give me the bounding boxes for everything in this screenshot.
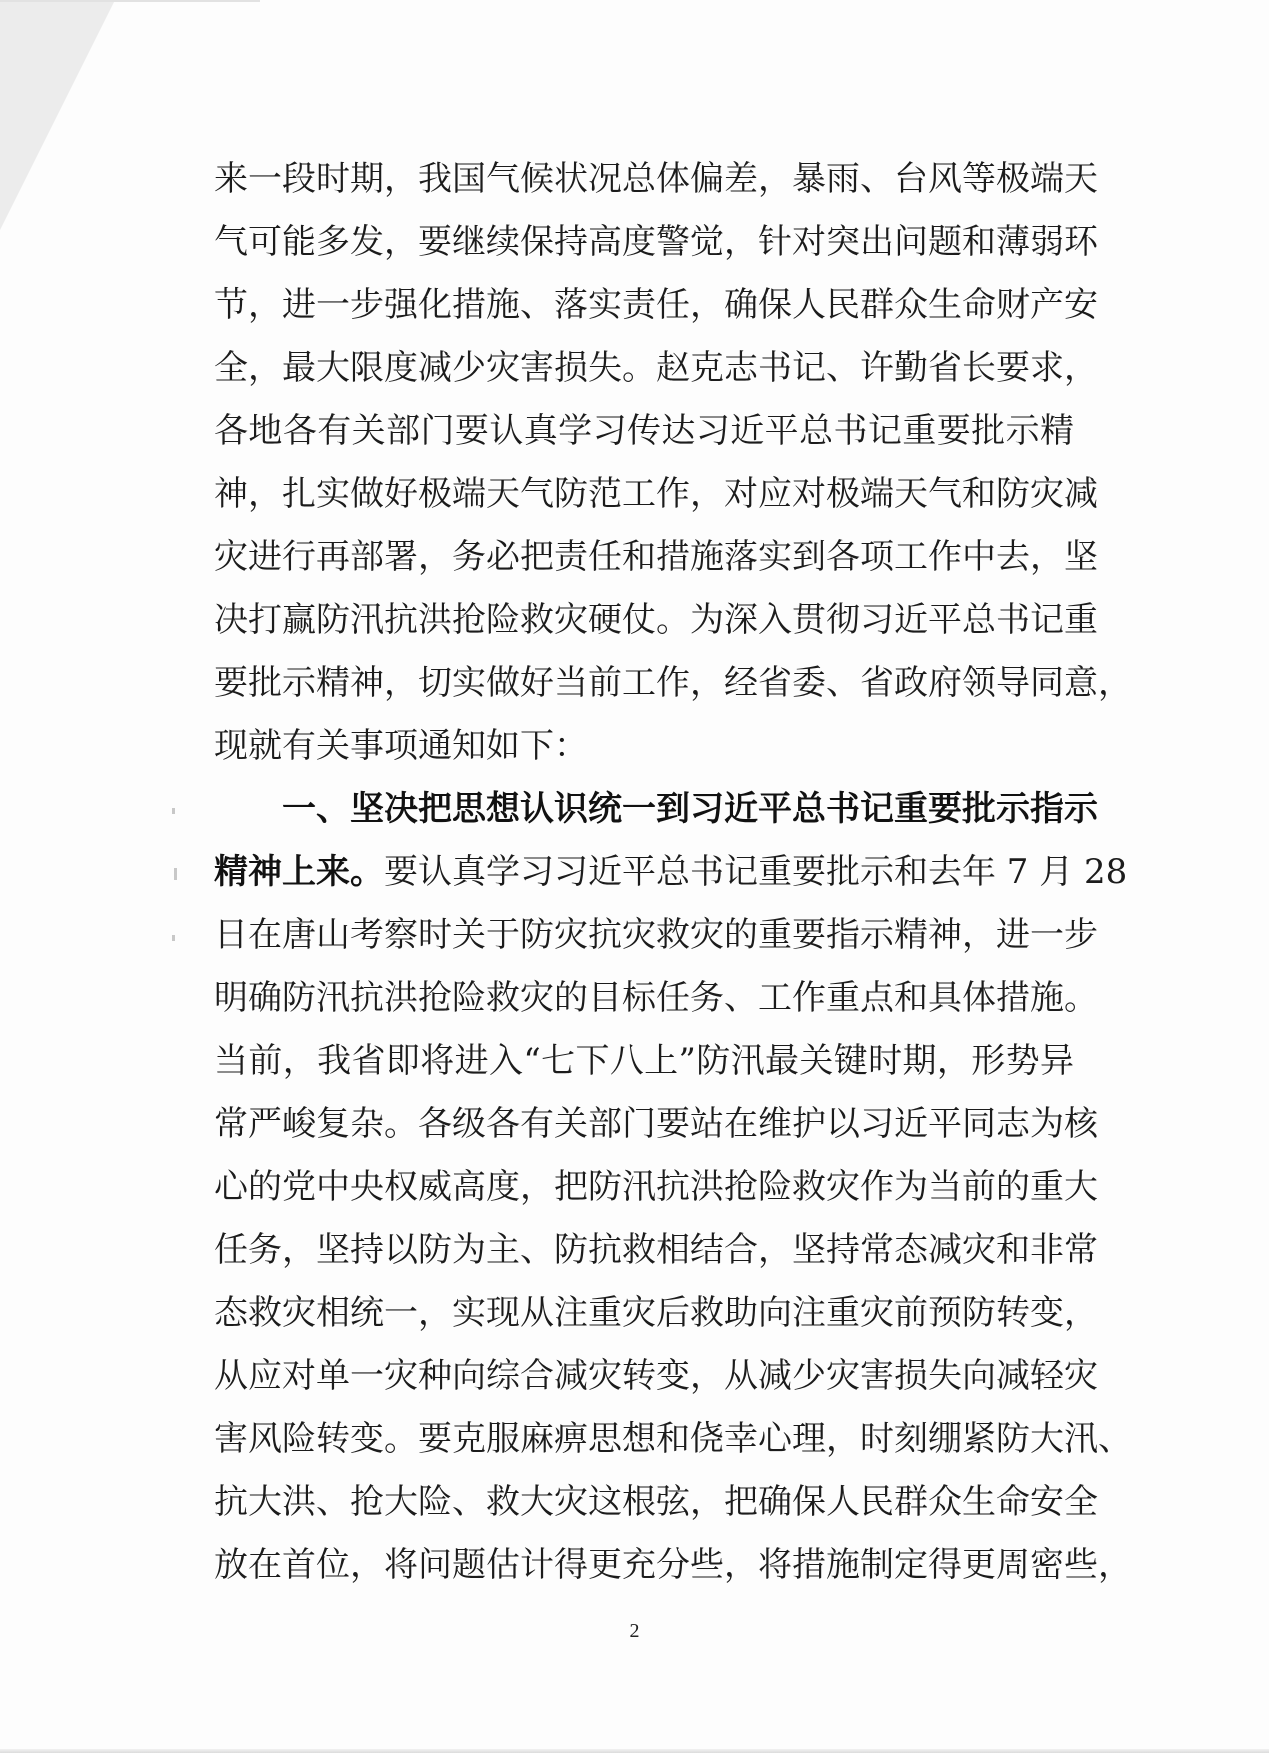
scan-speck: [174, 868, 177, 880]
text-line: [214, 1219, 1098, 1282]
text-line: [214, 463, 1098, 526]
text-line: [214, 337, 1098, 400]
line-text: 从应对单一灾种向综合减灾转变，从减少灾害损失向减轻灾: [214, 1356, 1098, 1396]
page-bottom-edge: [0, 1749, 1269, 1753]
line-text: 全，最大限度减少灾害损失。赵克志书记、许勤省长要求，: [214, 348, 1098, 388]
text-line: [214, 1156, 1098, 1219]
text-line: [214, 589, 1098, 652]
line-text: 现就有关事项通知如下：: [214, 726, 588, 766]
document-body: [214, 148, 1132, 1597]
section-heading-tail: 精神上来。: [214, 852, 384, 892]
folded-corner: [0, 0, 115, 230]
line-text: 当前，我省即将进入“七下八上”防汛最关键时期，形势异: [214, 1041, 1074, 1081]
line-text: 任务，坚持以防为主、防抗救相结合，坚持常态减灾和非常: [214, 1230, 1098, 1270]
line-text: 要批示精神，切实做好当前工作，经省委、省政府领导同意，: [214, 663, 1132, 703]
scan-speck: [172, 935, 175, 941]
text-line: [214, 1534, 1132, 1597]
text-line: [214, 1030, 1074, 1093]
text-line: [214, 526, 1098, 589]
text-line: [214, 715, 1074, 778]
text-line: [214, 841, 1128, 904]
line-text: 害风险转变。要克服麻痹思想和侥幸心理，时刻绷紧防大汛、: [214, 1419, 1132, 1459]
section-heading: 一、坚决把思想认识统一到习近平总书记重要批示指示: [282, 789, 1098, 829]
line-text: 气可能多发，要继续保持高度警觉，针对突出问题和薄弱环: [214, 222, 1098, 262]
line-text: 心的党中央权威高度，把防汛抗洪抢险救灾作为当前的重大: [214, 1167, 1098, 1207]
text-line: [214, 274, 1098, 337]
text-line: [214, 400, 1074, 463]
section-heading-line: [214, 778, 1098, 841]
line-text: 要认真学习习近平总书记重要批示和去年 7 月 28: [384, 852, 1128, 892]
line-text: 节，进一步强化措施、落实责任，确保人民群众生命财产安: [214, 285, 1098, 325]
corner-edge: [0, 0, 260, 2]
page-number: 2: [629, 1620, 640, 1642]
line-text: 各地各有关部门要认真学习传达习近平总书记重要批示精: [214, 411, 1074, 451]
text-line: [214, 1093, 1098, 1156]
scan-speck: [172, 808, 175, 814]
text-line: [214, 967, 1098, 1030]
line-text: 明确防汛抗洪抢险救灾的目标任务、工作重点和具体措施。: [214, 978, 1098, 1018]
text-line: [214, 1282, 1098, 1345]
text-line: [214, 904, 1098, 967]
line-text: 决打赢防汛抗洪抢险救灾硬仗。为深入贯彻习近平总书记重: [214, 600, 1098, 640]
line-text: 日在唐山考察时关于防灾抗灾救灾的重要指示精神，进一步: [214, 915, 1098, 955]
line-text: 灾进行再部署，务必把责任和措施落实到各项工作中去，坚: [214, 537, 1098, 577]
text-line: [214, 148, 1098, 211]
line-text: 神，扎实做好极端天气防范工作，对应对极端天气和防灾减: [214, 474, 1098, 514]
line-text: 常严峻复杂。各级各有关部门要站在维护以习近平同志为核: [214, 1104, 1098, 1144]
text-line: [214, 652, 1132, 715]
line-text: 抗大洪、抢大险、救大灾这根弦，把确保人民群众生命安全: [214, 1482, 1098, 1522]
text-line: [214, 1471, 1098, 1534]
line-text: 放在首位，将问题估计得更充分些，将措施制定得更周密些，: [214, 1545, 1132, 1585]
text-line: [214, 211, 1098, 274]
text-line: [214, 1345, 1098, 1408]
line-text: 态救灾相统一，实现从注重灾后救助向注重灾前预防转变，: [214, 1293, 1098, 1333]
line-text: 来一段时期，我国气候状况总体偏差，暴雨、台风等极端天: [214, 159, 1098, 199]
text-line: [214, 1408, 1132, 1471]
